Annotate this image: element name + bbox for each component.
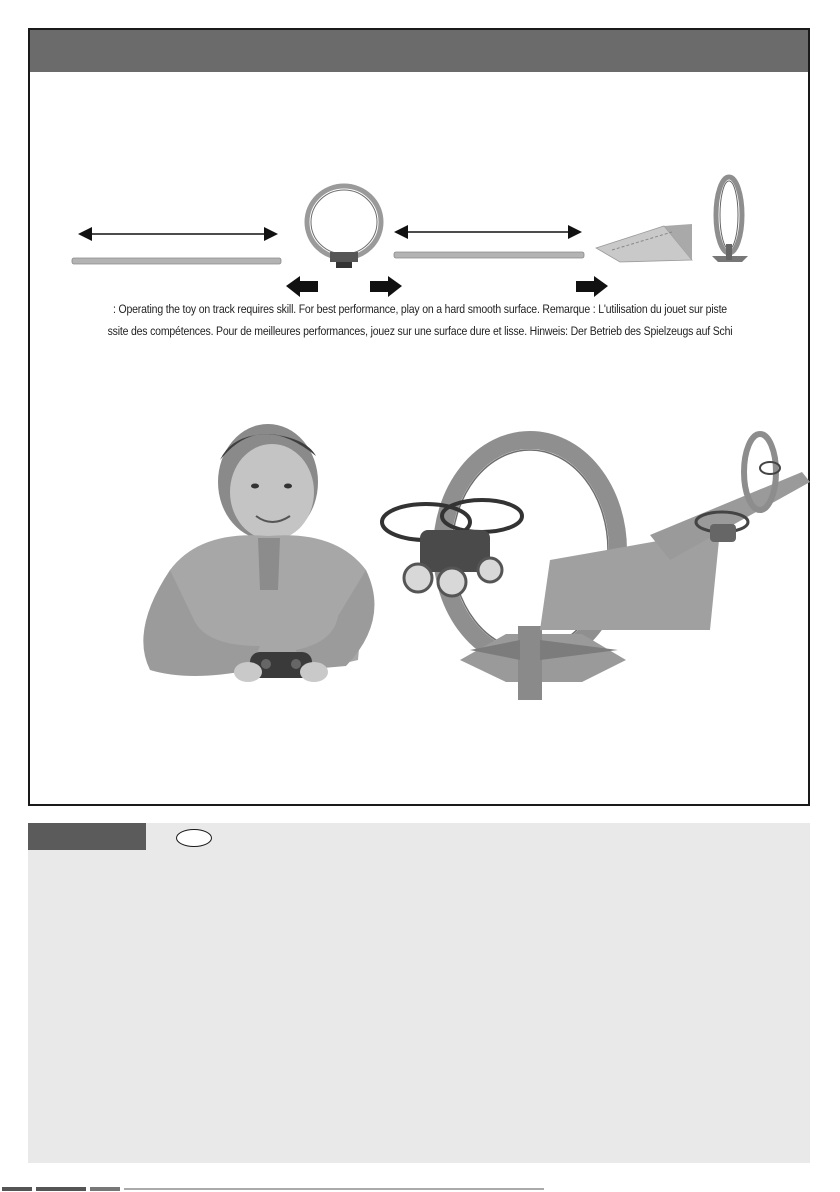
hoop-gate-piece [712, 177, 748, 262]
language-oval-marker [176, 829, 212, 847]
straight-track-piece [72, 258, 281, 264]
right-arrow-icon [370, 276, 402, 297]
content-panel [28, 823, 810, 1163]
play-scene-illustration [110, 420, 820, 710]
note-text-line-2: ssite des compétences. Pour de meilleures performances, jouez sur une surface dure et lisse. Hinweis: Der Betrieb des Spielzeugs auf Schi [107, 324, 733, 338]
straight-track-piece [394, 252, 584, 258]
right-arrow-icon [576, 276, 608, 297]
left-arrow-icon [286, 276, 318, 297]
footer-fine-print [0, 1186, 560, 1192]
note-text-line-1: : Operating the toy on track requires skill. For best performance, play on a hard smooth surface. Remarque : L'utilisation du jouet sur piste [113, 302, 727, 316]
double-arrow-icon [78, 227, 278, 241]
ramp-track-piece [596, 224, 692, 262]
double-arrow-icon [394, 225, 582, 239]
section-tab [28, 823, 146, 850]
boy-with-controller-image [143, 424, 374, 682]
loop-track-piece [307, 186, 381, 268]
